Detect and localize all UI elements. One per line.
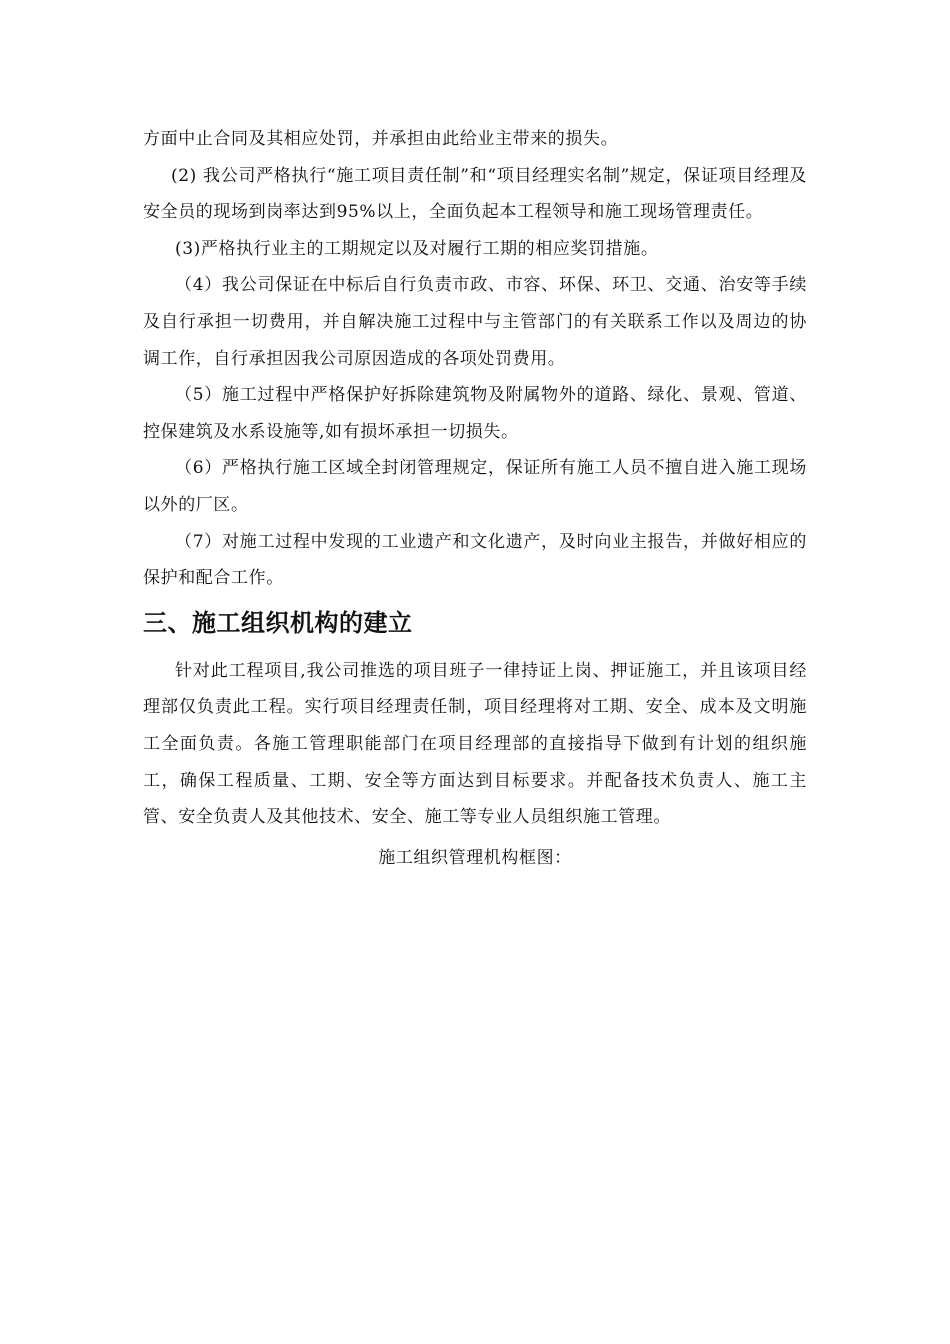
paragraph-continuation: 方面中止合同及其相应处罚，并承担由此给业主带来的损失。 xyxy=(143,129,619,149)
paragraph-item-2: (2) 我公司严格执行“施工项目责任制”和“项目经理实名制”规定，保证项目经理及安全员的现场到岗率达到95%以上，全面负起本工程领导和施工现场管理责任。 xyxy=(143,165,807,223)
paragraph-item-6: （6）严格执行施工区域全封闭管理规定，保证所有施工人员不擅自进入施工现场以外的厂区。 xyxy=(143,458,807,515)
figure-caption: 施工组织管理机构框图： xyxy=(378,847,572,868)
paragraph-item-3: (3)严格执行业主的工期规定以及对履行工期的相应奖罚措施。 xyxy=(175,238,659,259)
paragraph-item-5: （5）施工过程中严格保护好拆除建筑物及附属物外的道路、绿化、景观、管道、控保建筑及水系设施等,如有损坏承担一切损失。 xyxy=(143,385,807,442)
section-heading: 三、施工组织机构的建立 xyxy=(143,608,413,637)
paragraph-item-4: （4）我公司保证在中标后自行负责市政、市容、环保、环卫、交通、治安等手续及自行承担一切费用，并自解决施工过程中与主管部门的有关联系工作以及周边的协调工作，自行承担因我公司原因造成的各项处罚费用。 xyxy=(143,275,807,369)
section-paragraph: 针对此工程项目,我公司推选的项目班子一律持证上岗、押证施工，并且该项目经理部仅负责此工程。实行项目经理责任制，项目经理将对工期、安全、成本及文明施工全面负责。各施工管理职能部门在项目经理部的直接指导下做到有计划的组织施工，确保工程质量、工期、安全等方面达到目标要求。并配备技术负责人、施工主管、安全负责人及其他技术、安全、施工等专业人员组织施工管理。 xyxy=(143,660,807,828)
paragraph-item-7: （7）对施工过程中发现的工业遗产和文化遗产，及时向业主报告，并做好相应的保护和配合工作。 xyxy=(143,531,807,589)
document-body xyxy=(143,121,807,876)
